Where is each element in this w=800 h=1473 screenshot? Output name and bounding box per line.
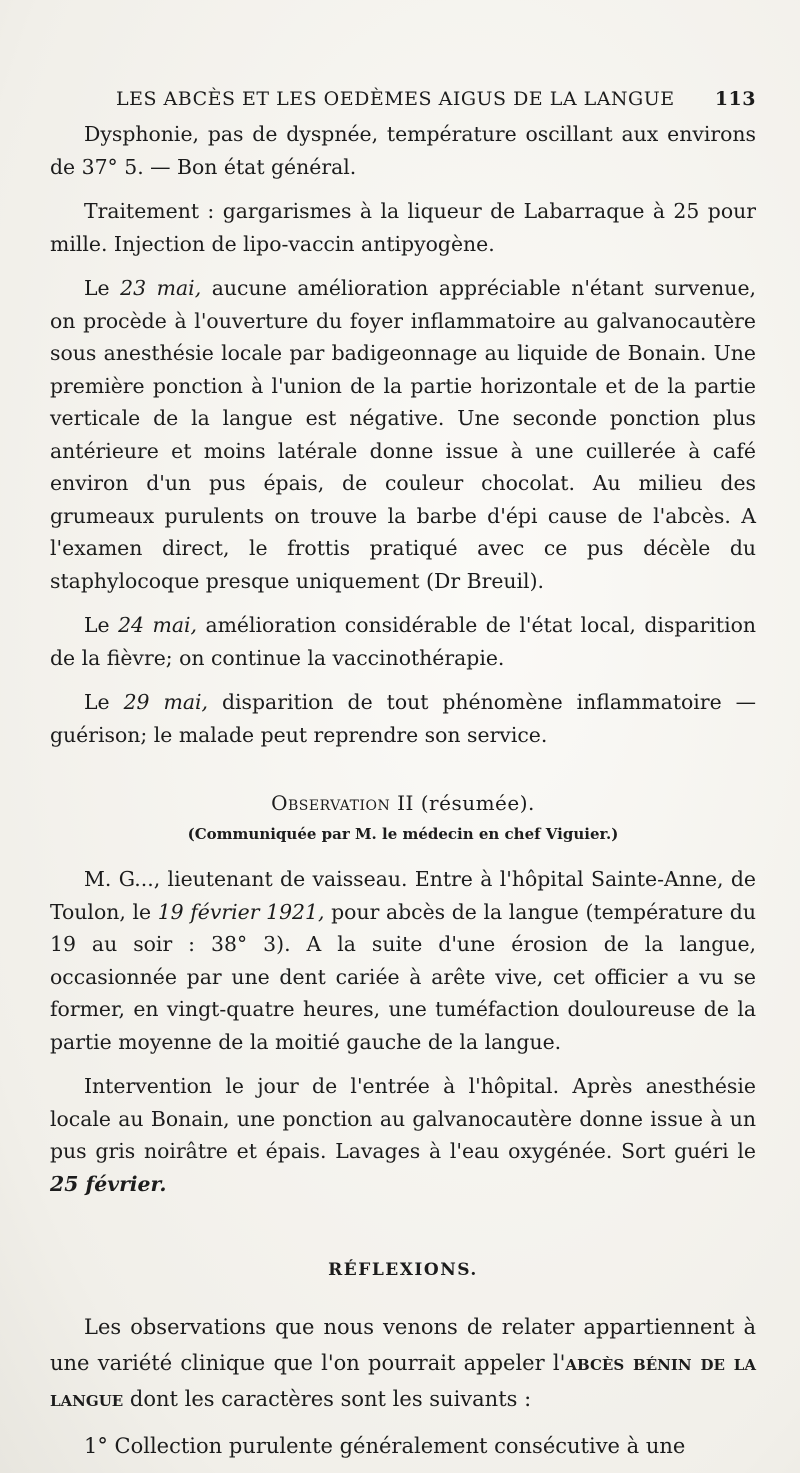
abces-benin-small-caps: abcès bénin de la langue <box>50 1350 756 1411</box>
text-segment: aucune amélioration appréciable n'étant survenue, on procède à l'ouverture du foyer inflammatoire au galvanocautère sous anesthésie locale par badigeonnage au liquide de Bonain. Une première ponction à l'union de la partie horizontale et de la partie verticale de la langue est négative. Une seconde ponction plus antérieure et moins latérale donne issue à une cuillerée à café environ d'un pus épais, de couleur chocolat. Au milieu des grumeaux purulents on trouve la barbe d'épi cause de l'abcès. A l'examen direct, le frottis pratiqué avec ce pus décèle du staphylocoque presque uniquement (Dr Breuil). <box>50 276 756 593</box>
running-title: LES ABCÈS ET LES OEDÈMES AIGUS DE LA LANGUE <box>116 88 675 110</box>
observation-title-sc: Observation <box>271 791 391 815</box>
reflexions-paragraph-2: 1° Collection purulente généralement consécutive à une <box>84 1434 686 1458</box>
text-segment: Intervention le jour de l'entrée à l'hôpital. Après anesthésie locale au Bonain, une ponction au galvanocautère donne issue à un pus gris noirâtre et épais. Lavages à l'eau oxygénée. Sort guéri le <box>50 1074 756 1163</box>
reflexions-paragraph-1 <box>50 1310 756 1417</box>
date-29-mai: 29 mai, <box>123 690 208 714</box>
date-19-fevrier: 19 février 1921, <box>157 899 325 924</box>
reflexions-body <box>50 1310 756 1464</box>
text-segment: Le <box>84 690 124 714</box>
paragraph-29-mai <box>50 686 756 751</box>
text-segment: amélioration considérable de l'état local, disparition de la fièvre; on continue la vaccinothérapie. <box>50 613 756 670</box>
text-segment: pour abcès de la langue (température du 19 au soir : 38° 3). A la suite d'une érosion de la langue, occasionnée par une dent cariée à arête vive, cet officier a vu se former, en vingt-quatre heures, une tuméfaction douloureuse de la partie moyenne de la moitié gauche de la langue. <box>50 899 756 1054</box>
observation-paragraph-2 <box>50 1070 756 1200</box>
text-segment: Les observations que nous venons de relater appartiennent à une variété clinique que l'on pourrait appeler l' <box>50 1315 756 1375</box>
paragraph-24-mai <box>50 609 756 674</box>
text-segment: Le <box>84 276 121 300</box>
paragraph-23-mai <box>50 272 756 597</box>
observation-title-rest: II (résumée). <box>390 791 535 815</box>
page-number: 113 <box>714 88 756 110</box>
observation-title <box>50 791 756 815</box>
text-segment: M. G..., lieutenant de vaisseau. Entre à l'hôpital Sainte-Anne, de Toulon, le <box>50 867 756 924</box>
date-25-fevrier: 25 février. <box>50 1171 167 1196</box>
page-header <box>116 88 756 110</box>
text-segment: disparition de tout phénomène inflammatoire — guérison; le malade peut reprendre son service. <box>50 690 756 747</box>
date-24-mai: 24 mai, <box>118 613 197 637</box>
text-segment: Le <box>84 613 119 637</box>
reflexions-heading: RÉFLEXIONS. <box>328 1260 478 1280</box>
observation-body <box>50 863 756 1200</box>
paragraph-dysphonie: Dysphonie, pas de dyspnée, température oscillant aux environs de 37° 5. — Bon état général. <box>50 122 756 179</box>
observation-paragraph-1 <box>50 863 756 1058</box>
text-segment: dont les caractères sont les suivants : <box>123 1387 532 1411</box>
observation-subtitle: (Communiquée par M. le médecin en chef Viguier.) <box>187 825 619 843</box>
date-23-mai: 23 mai, <box>120 276 202 300</box>
paragraph-traitement: Traitement : gargarismes à la liqueur de Labarraque à 25 pour mille. Injection de lipo-vaccin antipyogène. <box>50 199 756 256</box>
